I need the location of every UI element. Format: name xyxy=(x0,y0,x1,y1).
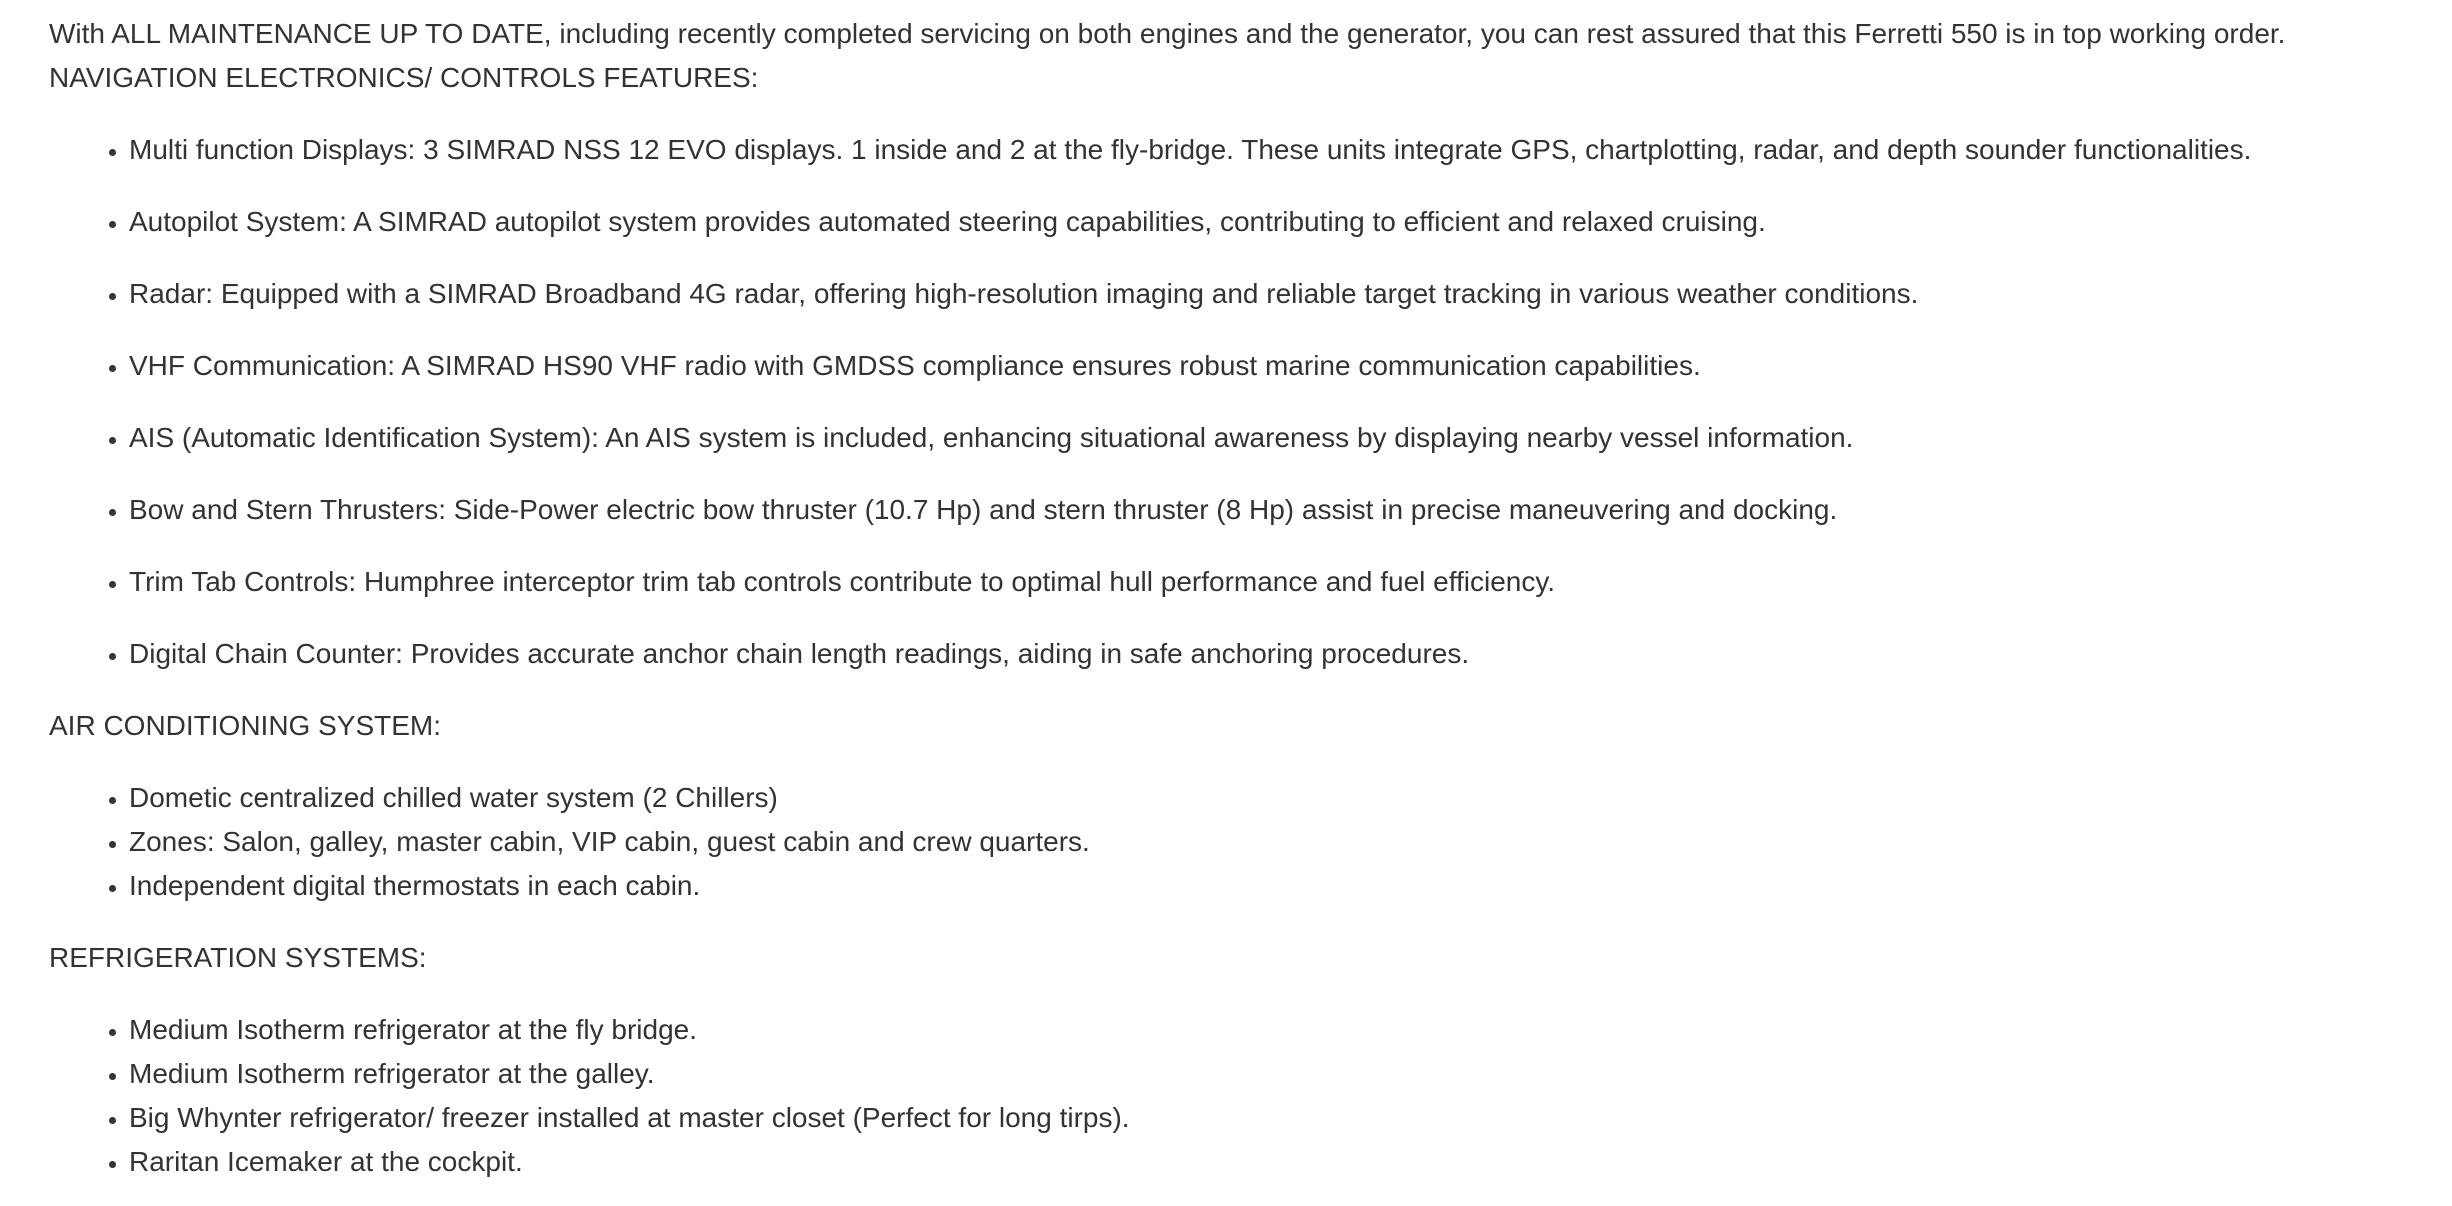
intro-paragraph: With ALL MAINTENANCE UP TO DATE, including recently completed servicing on both engines and the generator, you can rest assured that this Ferretti 550 is in top working order. xyxy=(49,18,2286,49)
list-item: • Bow and Stern Thrusters: Side-Power electric bow thruster (10.7 Hp) and stern thruster (8 Hp) assist in precise maneuvering and docking. xyxy=(129,488,2429,532)
air-conditioning-heading: AIR CONDITIONING SYSTEM: xyxy=(49,710,442,741)
list-item: • Medium Isotherm refrigerator at the galley. xyxy=(129,1052,2429,1096)
list-item: • Trim Tab Controls: Humphree interceptor trim tab controls contribute to optimal hull performance and fuel efficiency. xyxy=(129,560,2429,604)
list-item: • Multi function Displays: 3 SIMRAD NSS 12 EVO displays. 1 inside and 2 at the fly-bridge. These units integrate GPS, chartplotting, radar, and depth sounder functionalities. xyxy=(129,128,2429,172)
refrigeration-heading: REFRIGERATION SYSTEMS: xyxy=(49,942,427,973)
list-item: • Autopilot System: A SIMRAD autopilot system provides automated steering capabilities, contributing to efficient and relaxed cruising. xyxy=(129,200,2429,244)
list-item: • Raritan Icemaker at the cockpit. xyxy=(129,1140,2429,1184)
list-item: • Big Whynter refrigerator/ freezer installed at master closet (Perfect for long tirps). xyxy=(129,1096,2429,1140)
navigation-heading: NAVIGATION ELECTRONICS/ CONTROLS FEATURES: xyxy=(49,62,759,93)
navigation-list xyxy=(49,128,2429,676)
list-item: • Independent digital thermostats in each cabin. xyxy=(129,864,2429,908)
refrigeration-list xyxy=(49,1008,2429,1184)
list-item: • VHF Communication: A SIMRAD HS90 VHF radio with GMDSS compliance ensures robust marine communication capabilities. xyxy=(129,344,2429,388)
list-item: • AIS (Automatic Identification System): An AIS system is included, enhancing situational awareness by displaying nearby vessel information. xyxy=(129,416,2429,460)
list-item: • Zones: Salon, galley, master cabin, VIP cabin, guest cabin and crew quarters. xyxy=(129,820,2429,864)
air-conditioning-list xyxy=(49,776,2429,908)
list-item: • Dometic centralized chilled water system (2 Chillers) xyxy=(129,776,2429,820)
list-item: • Radar: Equipped with a SIMRAD Broadband 4G radar, offering high-resolution imaging and reliable target tracking in various weather conditions. xyxy=(129,272,2429,316)
list-item: • Medium Isotherm refrigerator at the fly bridge. xyxy=(129,1008,2429,1052)
list-item: • Digital Chain Counter: Provides accurate anchor chain length readings, aiding in safe anchoring procedures. xyxy=(129,632,2429,676)
